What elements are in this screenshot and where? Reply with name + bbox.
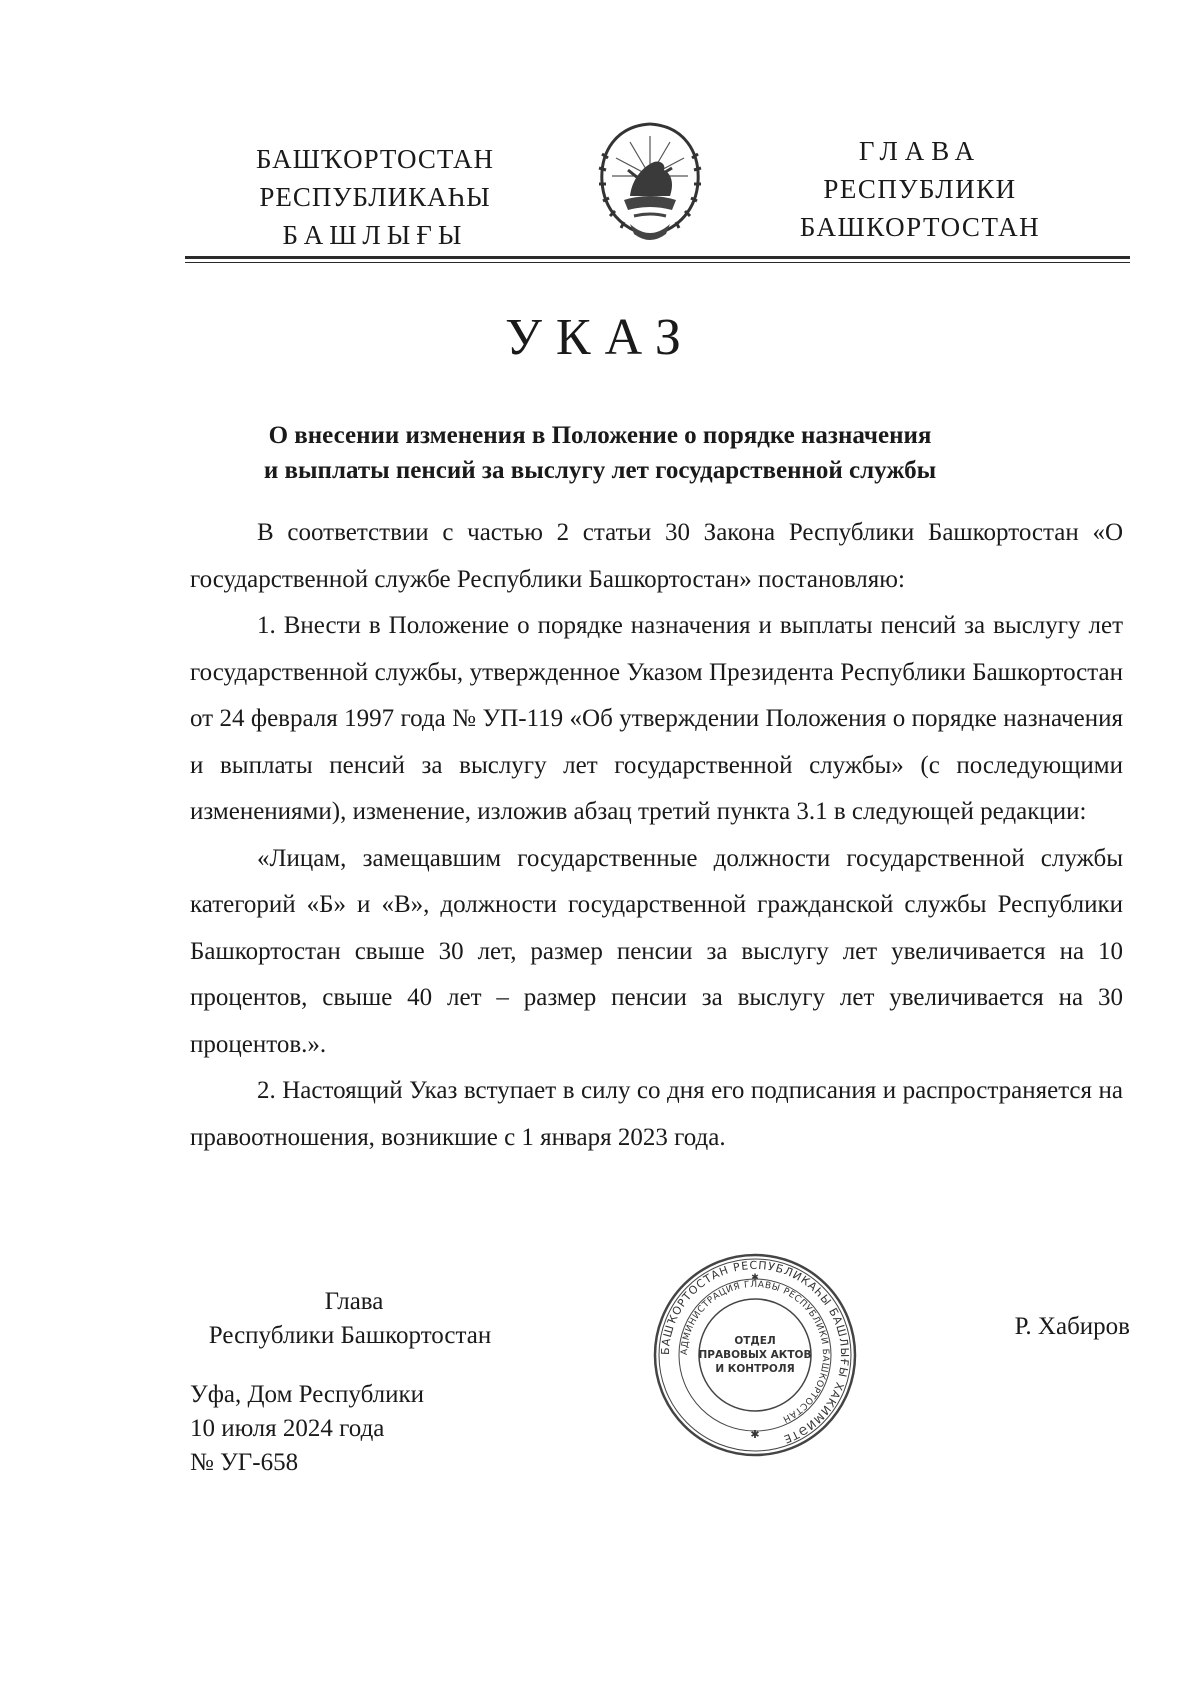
stamp-outer-text: БАШҠОРТОСТАН РЕСПУБЛИКАҺЫ БАШЛЫҒЫ ХАКИМИӘТЕ (658, 1258, 852, 1446)
stamp-top-star-icon: ✱ (751, 1272, 759, 1282)
header-right-line-3: БАШКОРТОСТАН (799, 212, 1041, 242)
document-title: УКАЗ (505, 309, 695, 366)
header-left-line-1: БАШҠОРТОСТАН (255, 144, 495, 174)
header-right-russian (770, 132, 1070, 246)
stamp-center-line-2: ПРАВОВЫХ АКТОВ (698, 1349, 812, 1361)
header-divider-thick (185, 256, 1130, 259)
header-left-line-3: БАШЛЫҒЫ (282, 220, 468, 250)
signatory-position (190, 1285, 510, 1353)
official-stamp (652, 1252, 858, 1458)
issuance-date: 10 июля 2024 года (190, 1415, 385, 1442)
header-divider-thin (185, 262, 1130, 263)
signatory-position-line-2: Республики Башкортостан (208, 1322, 492, 1349)
issuance-location: Уфа, Дом Республики (190, 1381, 425, 1408)
stamp-star-icon: ✱ (750, 1429, 760, 1441)
quoted-amendment-paragraph: «Лицам, замещавшим государственные должности государственной службы категорий «Б» и «В», должности государственной гражданской службы Республики Башкортостан свыше 30 лет, размер пенсии за выслугу лет увеличивается на 10 процентов, свыше 40 лет – размер пенсии за выслугу лет увеличивается на 30 процентов.». (190, 844, 1123, 1058)
stamp-center-line-1: ОТДЕЛ (734, 1335, 776, 1347)
coat-of-arms-emblem (594, 118, 706, 246)
subject-line-1: О внесении изменения в Положение о порядке назначения (268, 422, 932, 449)
stamp-center-line-3: И КОНТРОЛЯ (715, 1363, 795, 1375)
document-body (190, 510, 1123, 1161)
header-left-bashkir (225, 140, 525, 254)
header-left-line-2: РЕСПУБЛИКАҺЫ (259, 182, 491, 212)
signatory-position-line-1: Глава (324, 1288, 384, 1315)
document-subject (150, 418, 1050, 488)
header-right-line-1: ГЛАВА (858, 136, 982, 166)
item-1-paragraph: 1. Внести в Положение о порядке назначения и выплаты пенсий за выслугу лет государственной службы, утвержденное Указом Президента Республики Башкортостан от 24 февраля 1997 года № УП-119 «Об утверждении Положения о порядке назначения и выплаты пенсий за выслугу лет государственной службы» (с последующими изменениями), изменение, изложив абзац третий пункта 3.1 в следующей редакции: (190, 612, 1123, 825)
decree-number: № УГ-658 (190, 1449, 299, 1476)
item-2-paragraph: 2. Настоящий Указ вступает в силу со дня его подписания и распространяется на правоотношения, возникшие с 1 января 2023 года. (190, 1077, 1123, 1151)
subject-line-2: и выплаты пенсий за выслугу лет государственной службы (263, 457, 937, 484)
signatory-name: Р. Хабиров (1014, 1313, 1130, 1340)
stamp-inner-text: АДМИНИСТРАЦИЯ ГЛАВЫ РЕСПУБЛИКИ БАШКОРТОСТАН (679, 1279, 831, 1424)
issuance-details (190, 1378, 510, 1480)
preamble-paragraph: В соответствии с частью 2 статьи 30 Закона Республики Башкортостан «О государственной службе Республики Башкортостан» постановляю: (190, 519, 1123, 593)
header-right-line-2: РЕСПУБЛИКИ (823, 174, 1017, 204)
